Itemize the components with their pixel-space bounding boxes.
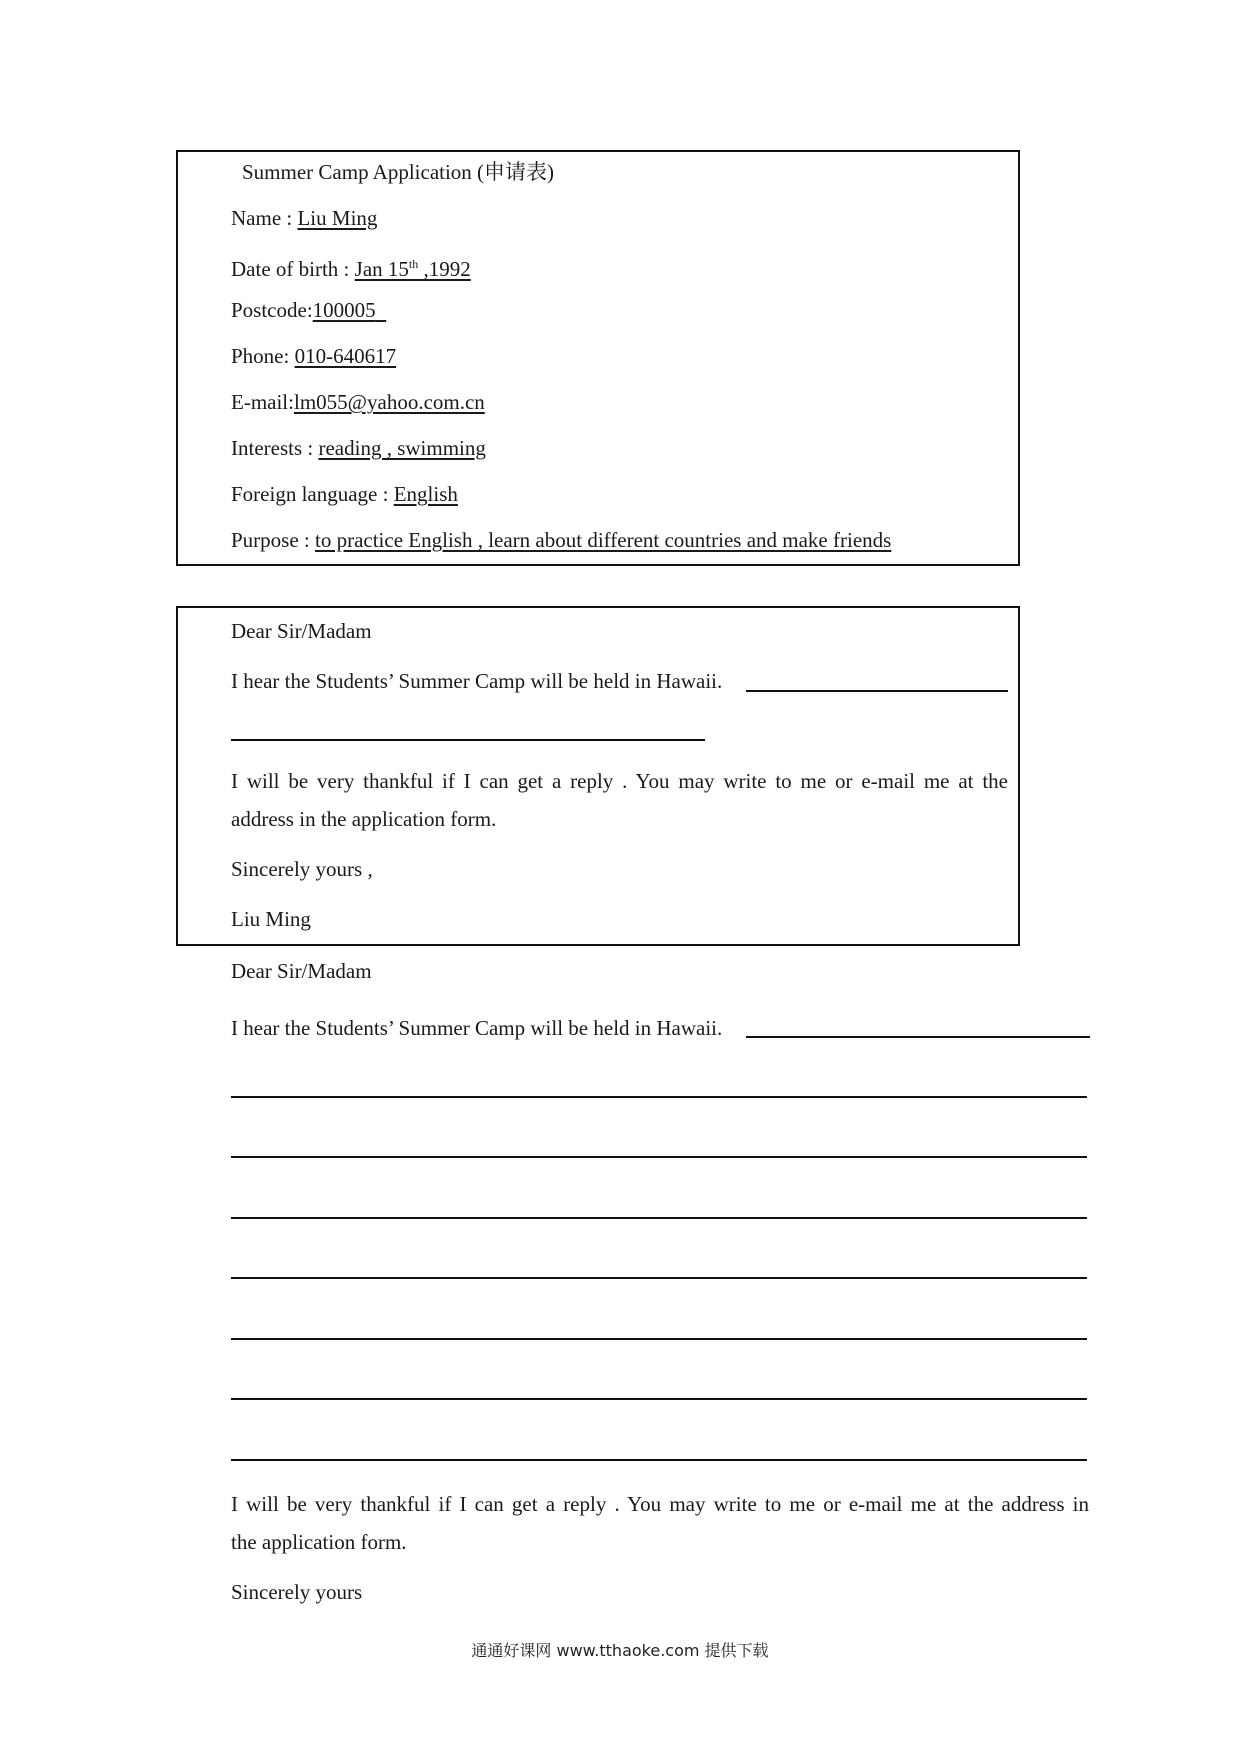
purpose-label: Purpose : — [231, 528, 315, 552]
sample-closing-line-1: I will be very thankful if I can get a reply . You may write to me or e-mail me at the — [231, 769, 1008, 793]
name-label: Name : — [231, 206, 298, 230]
email-label: E-mail: — [231, 390, 294, 414]
purpose-row — [231, 528, 891, 552]
answer-intro: I hear the Students’ Summer Camp will be held in Hawaii. — [231, 1016, 723, 1040]
email-value: lm055@yahoo.com.cn — [293, 390, 485, 414]
answer-blank-line-7[interactable] — [231, 1398, 1087, 1400]
phone-row — [231, 344, 396, 368]
dob-label: Date of birth : — [231, 257, 355, 281]
language-row — [231, 482, 458, 506]
interests-row — [231, 436, 486, 460]
answer-closing-line-1: I will be very thankful if I can get a reply . You may write to me or e-mail me at the address in — [231, 1492, 1089, 1516]
application-title: Summer Camp Application (申请表) — [242, 160, 555, 184]
dob-suffix: th — [408, 257, 419, 271]
language-value: English — [393, 482, 458, 506]
answer-blank-line-3[interactable] — [231, 1156, 1087, 1158]
sample-signoff: Sincerely yours , — [231, 857, 373, 881]
phone-label: Phone: — [231, 344, 295, 368]
answer-blank-line-8[interactable] — [231, 1459, 1087, 1461]
dob-year: ,1992 — [418, 257, 471, 281]
answer-greeting: Dear Sir/Madam — [231, 959, 372, 983]
sample-blank-line-2[interactable] — [231, 739, 705, 741]
answer-blank-line-1[interactable] — [746, 1036, 1090, 1038]
dob-row — [231, 252, 471, 281]
interests-value: reading , swimming — [318, 436, 486, 460]
language-label: Foreign language : — [231, 482, 394, 506]
answer-blank-line-5[interactable] — [231, 1277, 1087, 1279]
sample-signature: Liu Ming — [231, 907, 311, 931]
answer-closing-line-2: the application form. — [231, 1530, 407, 1554]
dob-day: Jan 15 — [354, 257, 409, 281]
answer-signoff: Sincerely yours — [231, 1580, 363, 1604]
email-row — [231, 390, 485, 414]
phone-value: 010-640617 — [294, 344, 397, 368]
postcode-label: Postcode: — [231, 298, 313, 322]
answer-blank-line-2[interactable] — [231, 1096, 1087, 1098]
answer-blank-line-4[interactable] — [231, 1217, 1087, 1219]
name-row — [231, 206, 377, 230]
postcode-value: 100005 — [312, 298, 376, 322]
interests-label: Interests : — [231, 436, 319, 460]
purpose-value: to practice English , learn about different countries and make friends — [315, 528, 892, 552]
sample-closing-line-2: address in the application form. — [231, 807, 497, 831]
sample-blank-line-1[interactable] — [746, 690, 1008, 692]
name-value: Liu Ming — [297, 206, 378, 230]
answer-blank-line-6[interactable] — [231, 1338, 1087, 1340]
postcode-row — [231, 298, 386, 322]
footer-source: 通通好课网 www.tthaoke.com 提供下载 — [471, 1641, 769, 1660]
dob-value — [355, 257, 471, 281]
sample-intro: I hear the Students’ Summer Camp will be held in Hawaii. — [231, 669, 723, 693]
sample-greeting: Dear Sir/Madam — [231, 619, 372, 643]
